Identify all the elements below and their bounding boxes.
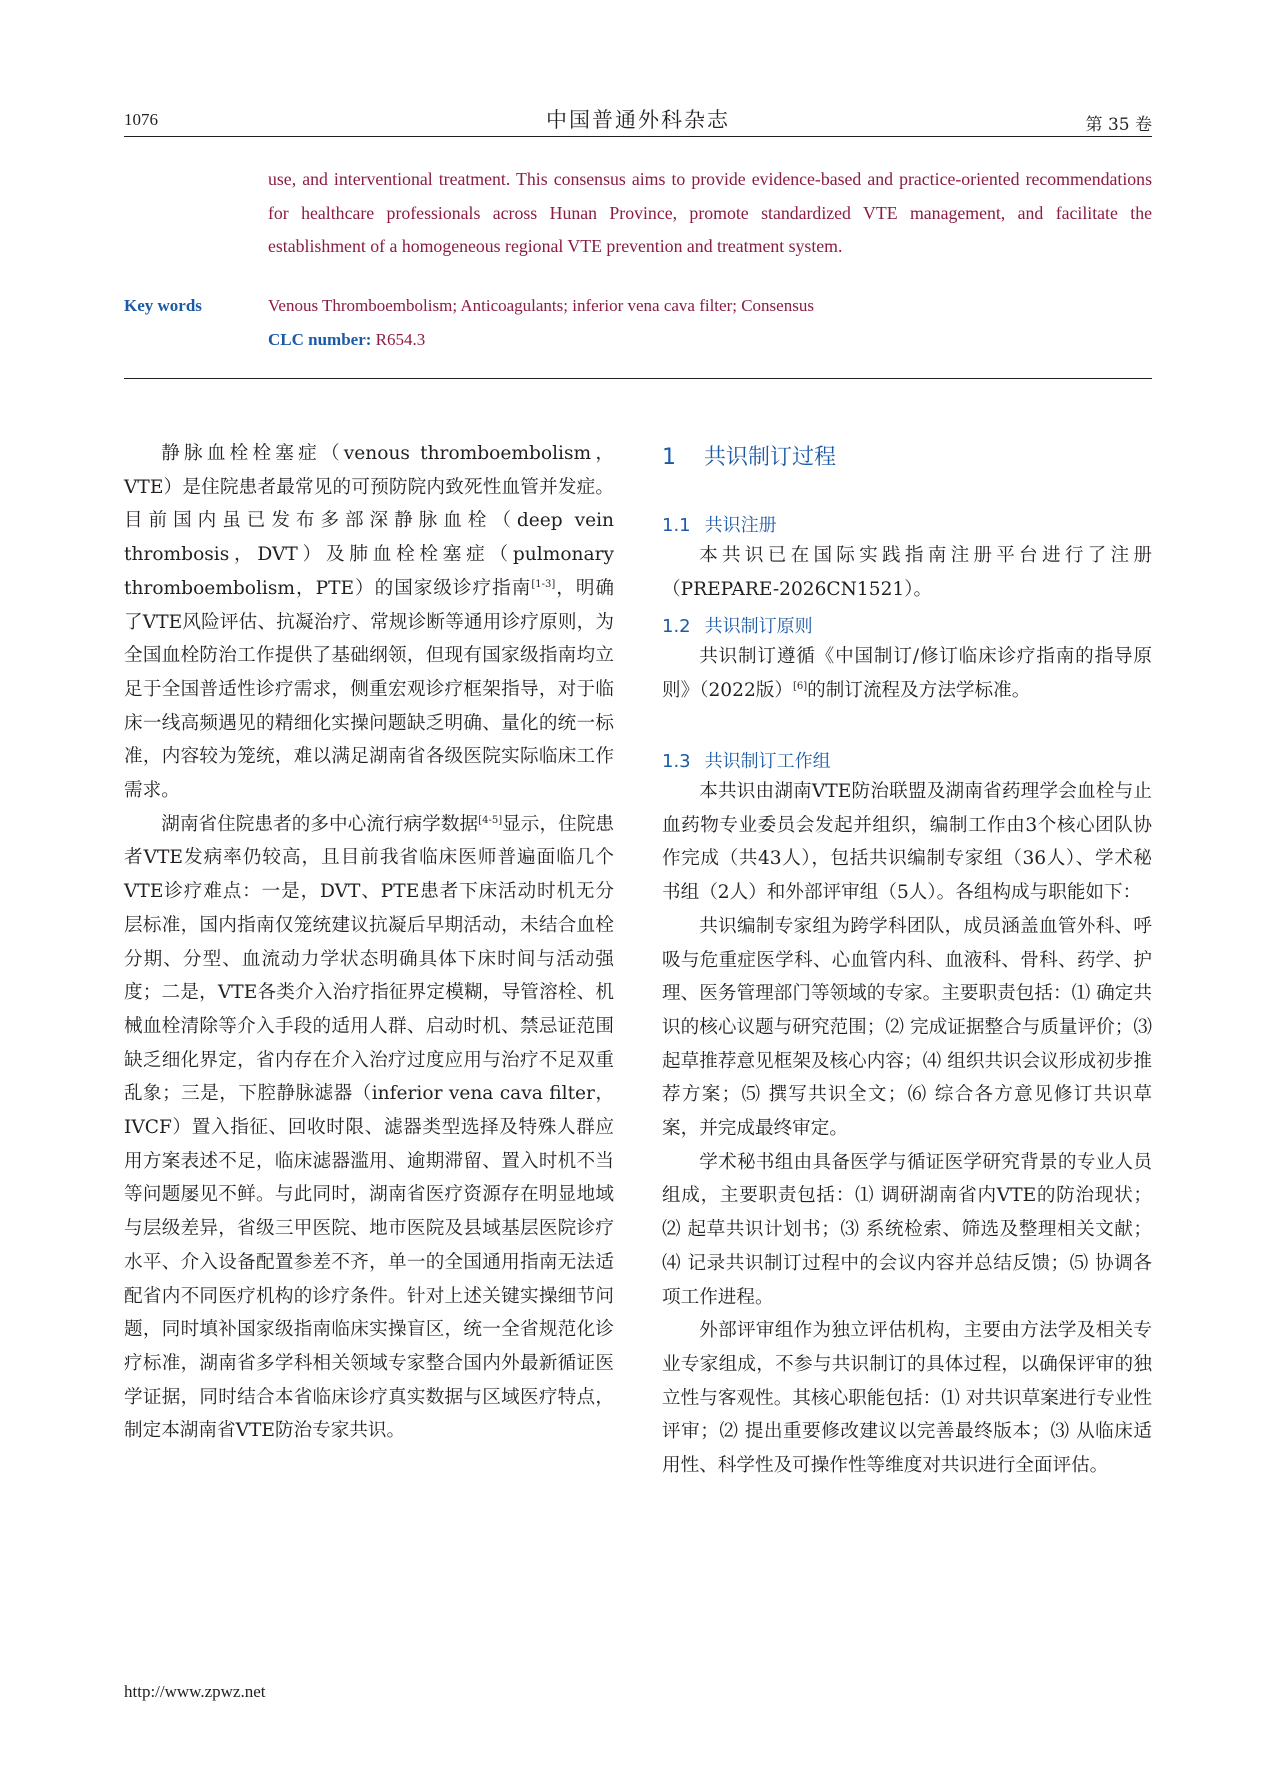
section-1-1-heading: 1.1 共识注册 [662,515,777,536]
left-paragraph-2: 湖南省住院患者的多中心流行病学数据[4-5]显示，住院患者VTE发病率仍较高，且目前我省临床医师普遍面临几个VTE诊疗难点：一是，DVT、PTE患者下床活动时机无分层标准，国内指南仅笼统建议抗凝后早期活动，未结合血栓分期、分型、血流动力学状态明确具体下床时间与活动强度；二是，VTE各类介入治疗指征界定模糊，导管溶栓、机械血栓清除等介入手段的适用人群、启动时机、禁忌证范围缺乏细化界定，省内存在介入治疗过度应用与治疗不足双重乱象；三是，下腔静脉滤器（inferior vena cava filter，IVCF）置入指征、回收时限、滤器类型选择及特殊人群应用方案表述不足，临床滤器滥用、逾期滞留、置入时机不当等问题屡见不鲜。与此同时，湖南省医疗资源存在明显地域与层级差异，省级三甲医院、地市医院及县域基层医院诊疗水平、介入设备配置参差不齐，单一的全国通用指南无法适配省内不同医疗机构的诊疗条件。针对上述关键实操细节问题，同时填补国家级指南临床实操盲区，统一全省规范化诊疗标准，湖南省多学科相关领域专家整合国内外最新循证医学证据，同时结合本省临床诊疗真实数据与区域医疗特点，制定本湖南省VTE防治专家共识。 [124,813,614,1442]
workgroup-paragraph: 本共识由湖南VTE防治联盟及湖南省药理学会血栓与止血药物专业委员会发起并组织，编制工作由3个核心团队协作完成（共43人），包括共识编制专家组（36人）、学术秘书组（2人）和外部评审组（5人）。各组构成与职能如下： [662,781,1152,904]
abstract-tail: use, and interventional treatment. This consensus aims to provide evidence-based and practice-oriented recommendations for healthcare professionals across Hunan Province, promote standardized VTE management, and facilitate the establishment of a homogeneous regional VTE prevention and treatment system. [268,169,1152,256]
section-1-3-heading: 1.3 共识制订工作组 [662,751,831,772]
clc-label: CLC number: [268,330,372,349]
section-1-1-body: 本共识已在国际实践指南注册平台进行了注册（PREPARE-2026CN1521）。 [662,545,1152,600]
keywords-label: Key words [124,296,202,315]
running-header [124,100,1152,134]
clc-number [268,330,425,350]
secretary-group-paragraph: 学术秘书组由具备医学与循证医学研究背景的专业人员组成，主要职责包括：⑴ 调研湖南省内VTE的防治现状；⑵ 起草共识计划书；⑶ 系统检索、筛选及整理相关文献；⑷ 记录共识制订过程中的会议内容并总结反馈；⑸ 协调各项工作进程。 [662,1151,1152,1308]
abstract-separator [124,378,1152,379]
clc-value: R654.3 [375,330,426,349]
section-1-2-body: 共识制订遵循《中国制订/修订临床诊疗指南的指导原则》（2022版）[6]的制订流程及方法学标准。 [662,646,1152,701]
section-1-3-body [662,775,1152,1483]
left-column [124,437,614,1448]
section-number: 1 [662,445,676,470]
section-title: 共识制订过程 [704,445,837,470]
section-1-2-heading: 1.2 共识制订原则 [662,616,813,637]
section-1-heading [662,440,836,471]
keywords-text: Venous Thromboembolism; Anticoagulants; inferior vena cava filter; Consensus [268,296,814,315]
page-number: 1076 [124,110,158,129]
volume-label: 第 35 卷 [1085,115,1152,135]
review-group-paragraph: 外部评审组作为独立评估机构，主要由方法学及相关专业专家组成，不参与共识制订的具体过程，以确保评审的独立性与客观性。其核心职能包括：⑴ 对共识草案进行专业性评审；⑵ 提出重要修改建议以完善最终版本；⑶ 从临床适用性、科学性及可操作性等维度对共识进行全面评估。 [662,1320,1152,1477]
header-rule [124,136,1152,137]
citation-4-5[interactable]: [4-5] [478,814,503,826]
left-paragraph-1: 静脉血栓栓塞症（venous thromboembolism，VTE）是住院患者最常见的可预防院内致死性血管并发症。目前国内虽已发布多部深静脉血栓（deep vein thrombosis，DVT）及肺血栓栓塞症（pulmonary thromboembolism，PTE）的国家级诊疗指南[1-3]，明确了VTE风险评估、抗凝治疗、常规诊断等通用诊疗原则，为全国血栓防治工作提供了基础纲领，但现有国家级指南均立足于全国普适性诊疗需求，侧重宏观诊疗框架指导，对于临床一线高频遇见的精细化实操问题缺乏明确、量化的统一标准，内容较为笼统，难以满足湖南省各级医院实际临床工作需求。 [124,443,614,802]
citation-1-3[interactable]: [1-3] [531,578,556,590]
footer-url[interactable]: http://www.zpwz.net [124,1682,266,1701]
journal-title: 中国普通外科杂志 [546,108,730,132]
citation-6[interactable]: [6] [793,680,808,692]
expert-group-paragraph: 共识编制专家组为跨学科团队，成员涵盖血管外科、呼吸与危重症医学科、心血管内科、血液科、骨科、药学、护理、医务管理部门等领域的专家。主要职责包括：⑴ 确定共识的核心议题与研究范围；⑵ 完成证据整合与质量评价；⑶ 起草推荐意见框架及核心内容；⑷ 组织共识会议形成初步推荐方案；⑸ 撰写共识全文；⑹ 综合各方意见修订共识草案，并完成最终审定。 [662,915,1152,1140]
